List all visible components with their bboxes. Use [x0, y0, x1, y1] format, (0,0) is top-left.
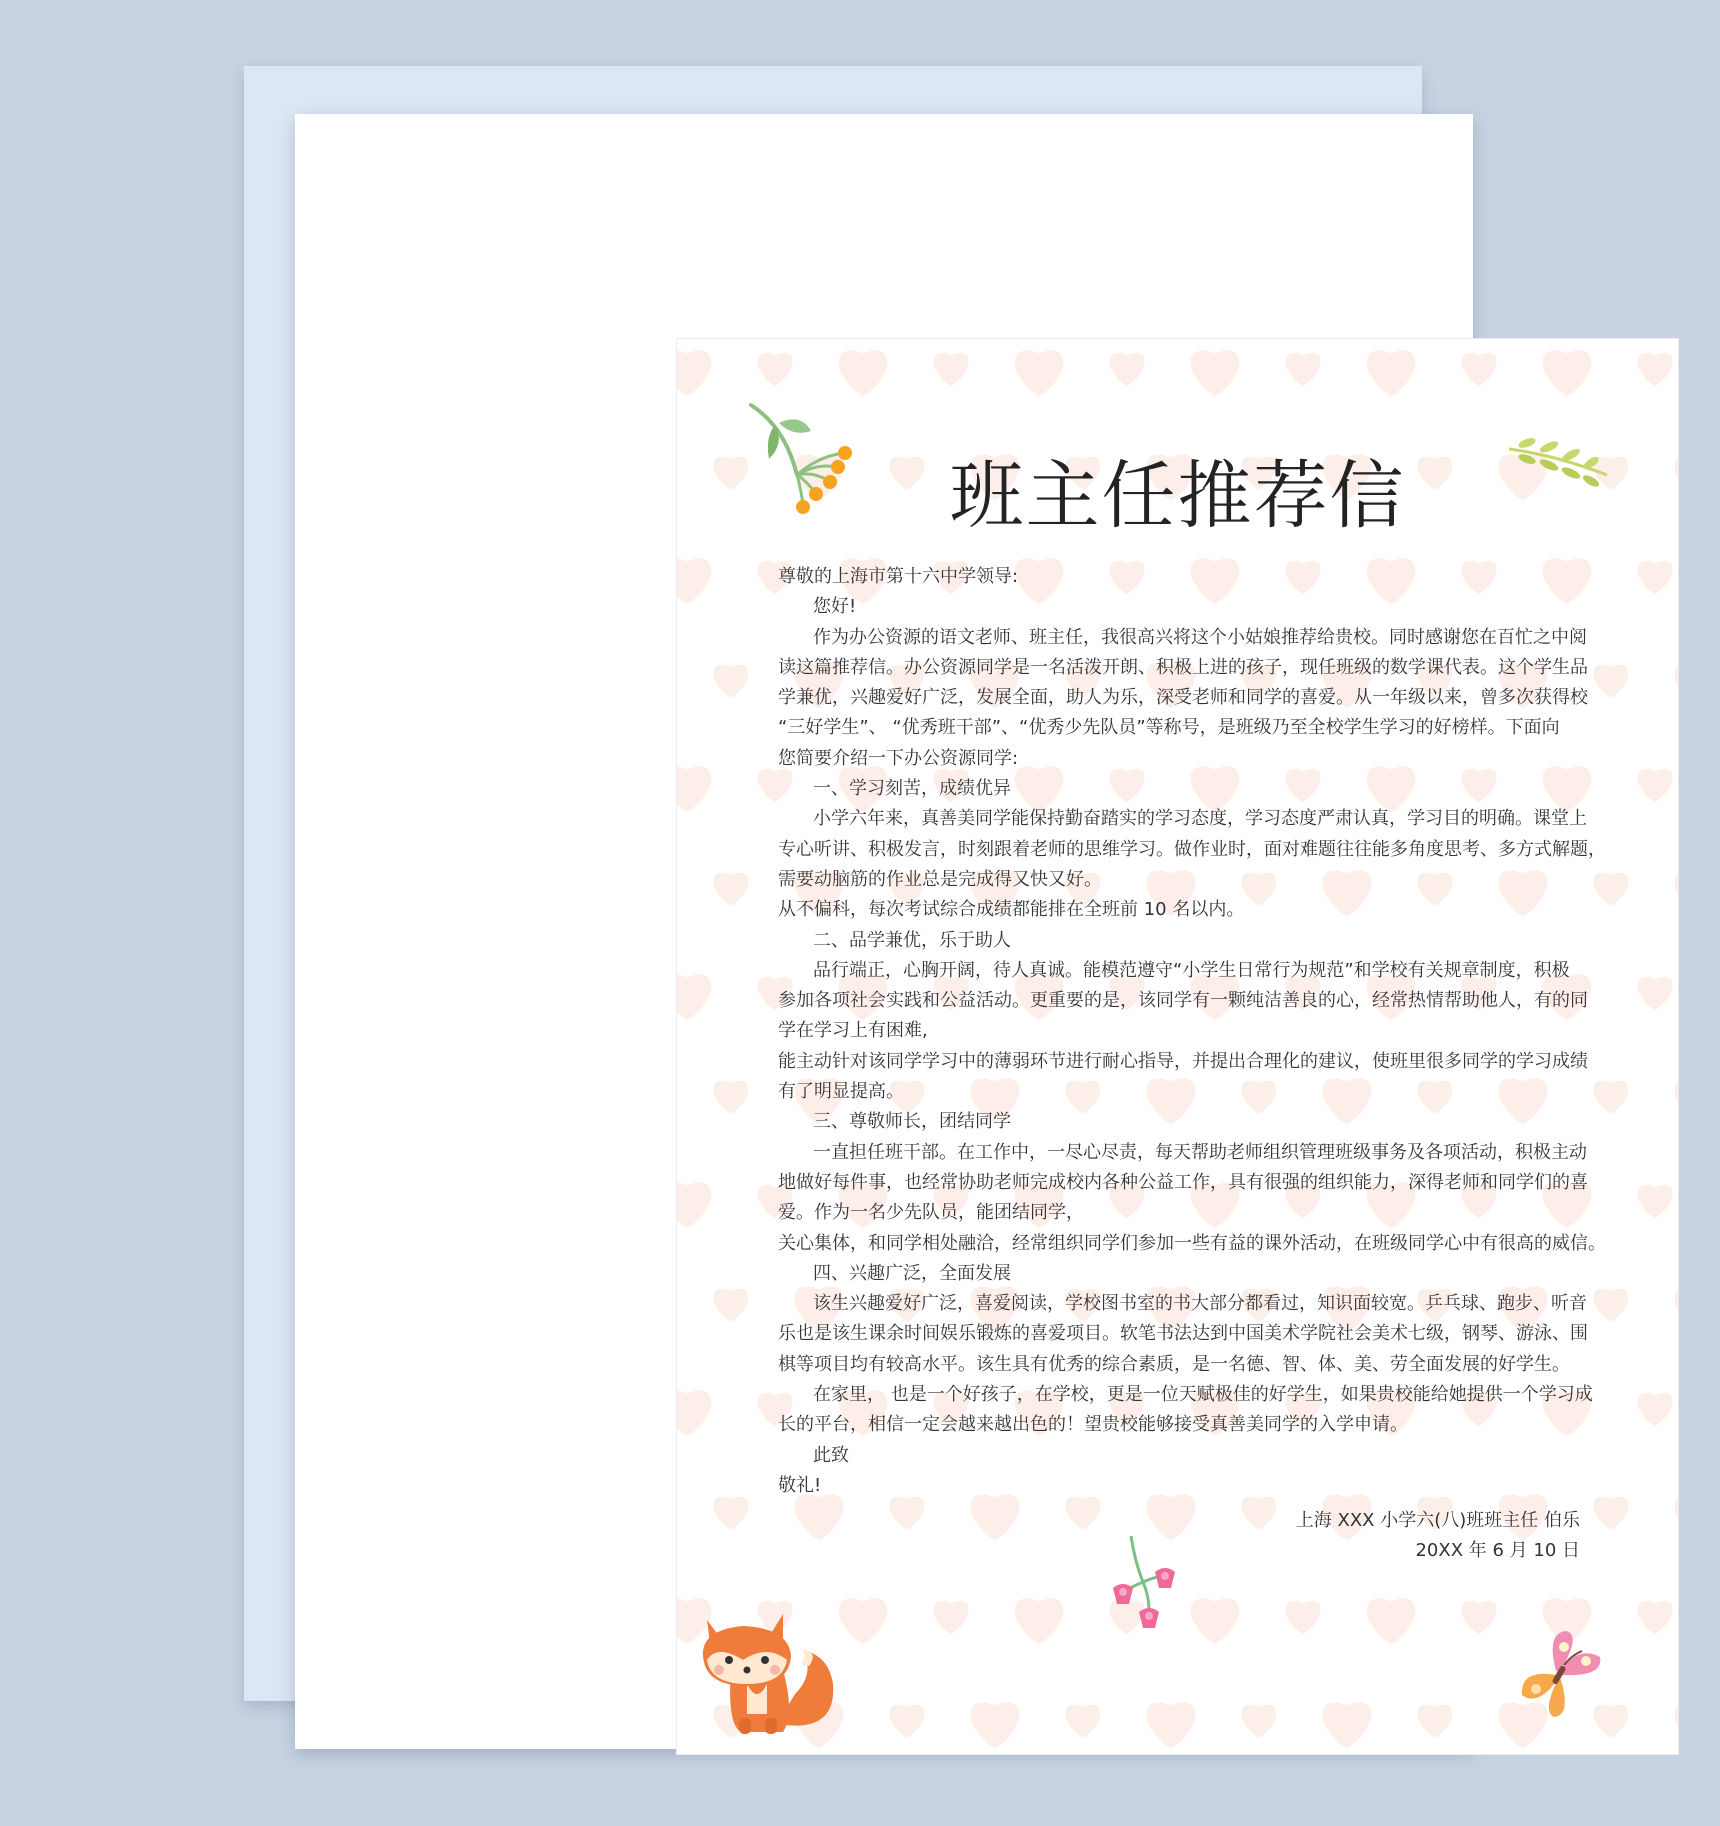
- heart-shape: [713, 1289, 748, 1322]
- heart-shape: [933, 353, 968, 386]
- heart-shape: [677, 767, 711, 813]
- letter-line: 三、尊敬师长，团结同学: [813, 1111, 1011, 1133]
- heart-shape: [1417, 1705, 1452, 1738]
- heart-shape: [1147, 1703, 1196, 1749]
- letter-line: 长的平台，相信一定会越来越出色的！望贵校能够接受真善美同学的入学申请。: [778, 1414, 1408, 1436]
- heart-shape: [1637, 1601, 1672, 1634]
- letter-line: 有了明显提高。: [778, 1081, 904, 1103]
- heart-shape: [1675, 663, 1678, 709]
- heart-shape: [1593, 1081, 1628, 1114]
- heart-shape: [1543, 351, 1592, 397]
- letter-line: 作为办公资源的语文老师、班主任，我很高兴将这个小姑娘推荐给贵校。同时感谢您在百忙之中阅: [813, 626, 1587, 648]
- letter-line: “三好学生”、 “优秀班干部”、“优秀少先队员”等称号，是班级乃至全校学生学习的好榜样。下面向: [778, 717, 1560, 739]
- heart-shape: [1675, 871, 1678, 917]
- heart-shape: [1675, 1079, 1678, 1125]
- heart-shape: [1593, 1497, 1628, 1530]
- letter-line: 四、兴趣广泛，全面发展: [813, 1262, 1011, 1284]
- heart-shape: [1285, 353, 1320, 386]
- heart-shape: [1015, 1599, 1064, 1645]
- letter-line: 学兼优，兴趣爱好广泛，发展全面，助人为乐，深受老师和同学的喜爱。从一年级以来，曾多次获得校: [778, 687, 1588, 709]
- letter-paragraphs: [778, 623, 1606, 1441]
- heart-shape: [1367, 351, 1416, 397]
- heart-shape: [757, 353, 792, 386]
- heart-shape: [1323, 1703, 1372, 1749]
- heart-shape: [1593, 665, 1628, 698]
- letter-line: 小学六年来，真善美同学能保持勤奋踏实的学习态度，学习态度严肃认真，学习目的明确。课堂上: [813, 808, 1587, 830]
- heart-shape: [1637, 1185, 1672, 1218]
- letter-line: 该生兴趣爱好广泛，喜爱阅读，学校图书室的书大部分都看过，知识面较宽。乒乓球、跑步、听音: [813, 1293, 1587, 1315]
- heart-shape: [1109, 353, 1144, 386]
- heart-shape: [889, 1705, 924, 1738]
- heart-shape: [1675, 1495, 1678, 1541]
- heart-shape: [1191, 1599, 1240, 1645]
- greeting: 尊敬的上海市第十六中学领导:: [778, 566, 1019, 587]
- signature-block: [778, 1506, 1580, 1567]
- letter-title: 班主任推荐信: [949, 453, 1406, 539]
- heart-shape: [1015, 351, 1064, 397]
- heart-shape: [713, 873, 748, 906]
- fox-icon: [697, 1604, 837, 1739]
- letter-line: 爱。作为一名少先队员，能团结同学，: [778, 1202, 1084, 1224]
- butterfly-icon: [1512, 1625, 1608, 1721]
- heart-shape: [713, 1081, 748, 1114]
- letter-line: 学在学习上有困难,: [778, 1020, 928, 1042]
- heart-shape: [1593, 1289, 1628, 1322]
- heart-shape: [713, 665, 748, 698]
- heart-shape: [1367, 1599, 1416, 1645]
- letter-line: 参加各项社会实践和公益活动。更重要的是，该同学有一颗纯洁善良的心，经常热情帮助他人，有的同: [778, 990, 1588, 1012]
- heart-shape: [677, 1183, 711, 1229]
- letter-line: 需要动脑筋的作业总是完成得又快又好。: [778, 868, 1102, 890]
- salute-line: 敬礼!: [778, 1474, 822, 1496]
- front-sheet: [295, 114, 1606, 1749]
- heart-shape: [1241, 1705, 1276, 1738]
- heart-shape: [677, 1391, 711, 1437]
- letter-line: 棋等项目均有较高水平。该生具有优秀的综合素质，是一名德、智、体、美、劳全面发展的好学生。: [778, 1353, 1570, 1375]
- heart-shape: [677, 975, 711, 1021]
- closing-line: 此致: [813, 1444, 849, 1466]
- letter-line: 专心听讲、积极发言，时刻跟着老师的思维学习。做作业时，面对难题往往能多角度思考、多方式解题，: [778, 838, 1606, 860]
- heart-shape: [1065, 1705, 1100, 1738]
- letter-line: 一、学习刻苦，成绩优异: [813, 778, 1011, 800]
- letter-line: 关心集体，和同学相处融洽，经常组织同学们参加一些有益的课外活动，在班级同学心中有很高的威信。: [778, 1232, 1606, 1254]
- letter-line: 您简要介绍一下办公资源同学:: [778, 747, 1019, 769]
- heart-shape: [1461, 1601, 1496, 1634]
- heart-shape: [1675, 1287, 1678, 1333]
- heart-shape: [1461, 353, 1496, 386]
- letter-date: 20XX 年 6 月 10 日: [1415, 1540, 1580, 1562]
- heart-shape: [971, 1703, 1020, 1749]
- heart-shape: [839, 1599, 888, 1645]
- letter-line: 一直担任班干部。在工作中，一尽心尽责，每天帮助老师组织管理班级事务及各项活动，积极主动: [813, 1141, 1587, 1163]
- heart-shape: [1637, 977, 1672, 1010]
- letter-line: 能主动针对该同学学习中的薄弱环节进行耐心指导，并提出合理化的建议，使班里很多同学的学习成绩: [778, 1050, 1588, 1072]
- heart-shape: [1675, 1703, 1678, 1749]
- letter-area: [676, 338, 1679, 1755]
- heart-shape: [1637, 561, 1672, 594]
- heart-shape: [1637, 769, 1672, 802]
- heart-shape: [1637, 353, 1672, 386]
- heart-shape: [677, 351, 711, 397]
- letter-line: 在家里， 也是一个好孩子，在学校，更是一位天赋极佳的好学生，如果贵校能给她提供一个学习成: [813, 1384, 1593, 1406]
- letter-line: 品行端正，心胸开阔，待人真诚。能模范遵守“小学生日常行为规范”和学校有关规章制度，积极: [813, 959, 1570, 981]
- letter-line: 二、品学兼优，乐于助人: [813, 929, 1011, 951]
- letter-body: [778, 562, 1606, 1501]
- heart-shape: [1191, 351, 1240, 397]
- letter-line: 从不偏科，每次考试综合成绩都能排在全班前 10 名以内。: [778, 899, 1245, 921]
- hello-line: 您好!: [813, 596, 857, 618]
- heart-shape: [677, 559, 711, 605]
- heart-shape: [713, 1497, 748, 1530]
- heart-shape: [839, 351, 888, 397]
- letter-line: 乐也是该生课余时间娱乐锻炼的喜爱项目。软笔书法达到中国美术学院社会美术七级，钢琴、游泳、围: [778, 1323, 1588, 1345]
- heart-shape: [933, 1601, 968, 1634]
- heart-shape: [1637, 1393, 1672, 1426]
- letter-line: 地做好每件事，也经常协助老师完成校内各种公益工作，具有很强的组织能力，深得老师和同学们的喜: [778, 1171, 1588, 1193]
- signature: 上海 XXX 小学六(八)班班主任 伯乐: [1295, 1510, 1580, 1531]
- heart-shape: [1285, 1601, 1320, 1634]
- heart-shape: [1593, 873, 1628, 906]
- letter-line: 读这篇推荐信。办公资源同学是一名活泼开朗、积极上进的孩子，现任班级的数学课代表。这个学生品: [778, 656, 1588, 678]
